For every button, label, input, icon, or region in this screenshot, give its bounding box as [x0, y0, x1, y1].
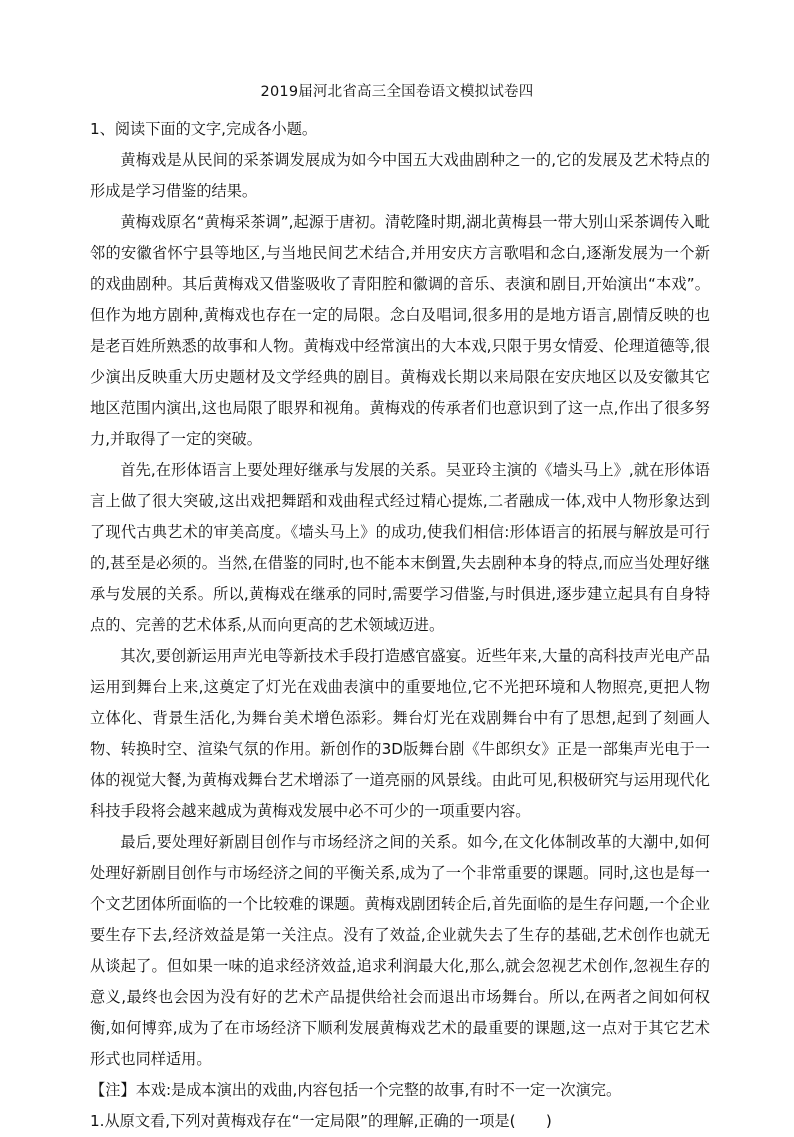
paragraph-2: 黄梅戏原名“黄梅采茶调”,起源于唐初。清乾隆时期,湖北黄梅县一带大别山采茶调传入毗邻的安徽省怀宁县等地区,与当地民间艺术结合,并用安庆方言歌唱和念白,逐渐发展为一个新的戏曲剧种。其后黄梅戏又借鉴吸收了青阳腔和徽调的音乐、表演和剧目,开始演出“本戏”。但作为地方剧种,黄梅戏也存在一定的局限。念白及唱词,很多用的是地方语言,剧情反映的也是老百姓所熟悉的故事和人物。黄梅戏中经常演出的大本戏,只限于男女情爱、伦理道德等,很少演出反映重大历史题材及文学经典的剧目。黄梅戏长期以来局限在安庆地区以及安徽其它地区范围内演出,这也局限了眼界和视角。黄梅戏的传承者们也意识到了这一点,作出了很多努力,并取得了一定的突破。 — [90, 213, 710, 448]
note-text: 【注】本戏:是成本演出的戏曲,内容包括一个完整的故事,有时不一定一次演完。 — [90, 1081, 622, 1099]
paragraph-3: 首先,在形体语言上要处理好继承与发展的关系。吴亚玲主演的《墙头马上》,就在形体语言上做了很大突破,这出戏把舞蹈和戏曲程式经过精心提炼,二者融成一体,戏中人物形象达到了现代古典艺术的审美高度。《墙头马上》的成功,使我们相信:形体语言的拓展与解放是可行的,甚至是必须的。当然,在借鉴的同时,也不能本末倒置,失去剧种本身的特点,而应当处理好继承与发展的关系。所以,黄梅戏在继承的同时,需要学习借鉴,与时俱进,逐步建立起具有自身特点的、完善的艺术体系,从而向更高的艺术领域迈进。 — [90, 461, 710, 634]
question-1: 1.从原文看,下列对黄梅戏存在“一定局限”的理解,正确的一项是( ) — [90, 1112, 552, 1130]
paragraph-4: 其次,要创新运用声光电等新技术手段打造感官盛宴。近些年来,大量的高科技声光电产品运用到舞台上来,这奠定了灯光在戏曲表演中的重要地位,它不光把环境和人物照亮,更把人物立体化、背景生活化,为舞台美术增色添彩。舞台灯光在戏剧舞台中有了思想,起到了刻画人物、转换时空、渲染气氛的作用。新创作的3D版舞台剧《牛郎织女》正是一部集声光电于一体的视觉大餐,为黄梅戏舞台艺术增添了一道亮丽的风景线。由此可见,积极研究与运用现代化科技手段将会越来越成为黄梅戏发展中必不可少的一项重要内容。 — [90, 647, 710, 820]
question-intro: 1、阅读下面的文字,完成各小题。 — [90, 120, 318, 138]
document-body — [90, 114, 710, 1137]
paragraph-5: 最后,要处理好新剧目创作与市场经济之间的关系。如今,在文化体制改革的大潮中,如何处理好新剧目创作与市场经济之间的平衡关系,成为了一个非常重要的课题。同时,这也是每一个文艺团体所面临的一个比较难的课题。黄梅戏剧团转企后,首先面临的是生存问题,一个企业要生存下去,经济效益是第一关注点。没有了效益,企业就失去了生存的基础,艺术创作也就无从谈起了。但如果一味的追求经济效益,追求利润最大化,那么,就会忽视艺术创作,忽视生存的意义,最终也会因为没有好的艺术产品提供给社会而退出市场舞台。所以,在两者之间如何权衡,如何博弈,成为了在市场经济下顺利发展黄梅戏艺术的最重要的课题,这一点对于其它艺术形式也同样适用。 — [90, 833, 710, 1068]
paragraph-1: 黄梅戏是从民间的采茶调发展成为如今中国五大戏曲剧种之一的,它的发展及艺术特点的形成是学习借鉴的结果。 — [90, 151, 710, 200]
document-title: 2019届河北省高三全国卷语文模拟试卷四 — [260, 84, 534, 100]
